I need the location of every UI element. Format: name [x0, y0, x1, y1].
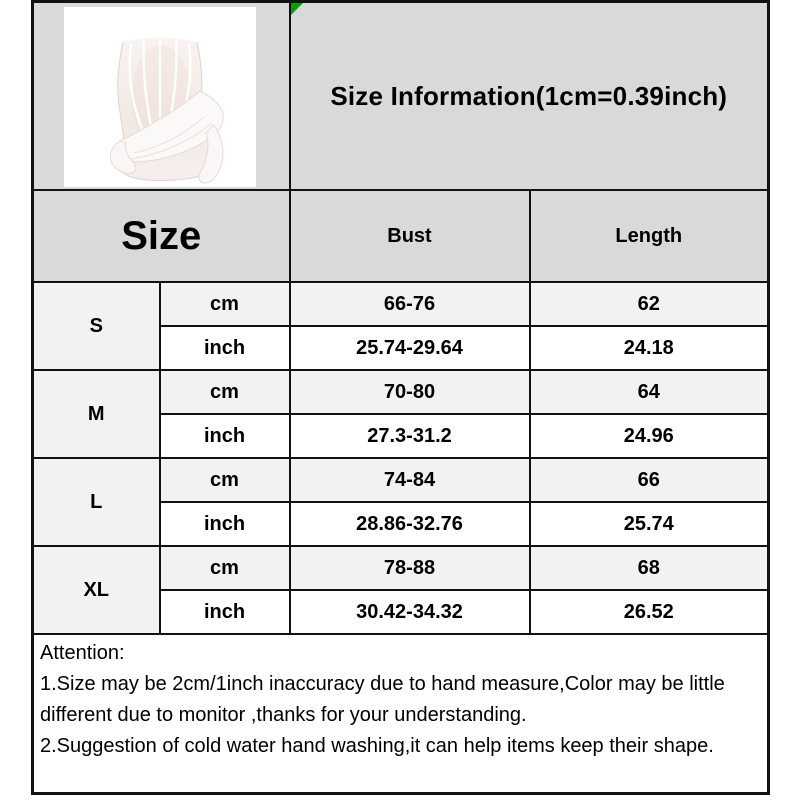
table-row: [33, 546, 769, 590]
bust-value: 66-76: [290, 282, 530, 326]
length-value: 62: [530, 282, 769, 326]
size-label: L: [33, 458, 160, 546]
title-cell: [290, 2, 769, 191]
unit-label: inch: [160, 590, 290, 634]
unit-label: cm: [160, 370, 290, 414]
size-label: M: [33, 370, 160, 458]
length-value: 26.52: [530, 590, 769, 634]
page-title: Size Information(1cm=0.39inch): [330, 80, 728, 111]
unit-label: inch: [160, 414, 290, 458]
length-header: Length: [530, 190, 769, 282]
bust-header: Bust: [290, 190, 530, 282]
size-chart-sheet: [31, 0, 770, 795]
unit-label: cm: [160, 282, 290, 326]
bust-value: 30.42-34.32: [290, 590, 530, 634]
size-header: Size: [33, 190, 290, 282]
length-value: 25.74: [530, 502, 769, 546]
length-value: 24.96: [530, 414, 769, 458]
table-row: [33, 370, 769, 414]
table-row: [33, 458, 769, 502]
unit-label: inch: [160, 502, 290, 546]
attention-line: Attention:: [40, 642, 125, 664]
unit-label: cm: [160, 458, 290, 502]
bust-value: 74-84: [290, 458, 530, 502]
bust-value: 25.74-29.64: [290, 326, 530, 370]
attention-note: [33, 634, 769, 794]
length-value: 64: [530, 370, 769, 414]
green-triangle-icon: [291, 3, 303, 15]
length-value: 66: [530, 458, 769, 502]
attention-line: 2.Suggestion of cold water hand washing,it can help items keep their shape.: [40, 735, 714, 757]
product-photo: [64, 7, 256, 187]
product-photo-cell: [33, 2, 290, 191]
bust-value: 28.86-32.76: [290, 502, 530, 546]
size-label: XL: [33, 546, 160, 634]
table-row: [33, 282, 769, 326]
bust-value: 78-88: [290, 546, 530, 590]
unit-label: inch: [160, 326, 290, 370]
unit-label: cm: [160, 546, 290, 590]
dress-image: [64, 7, 256, 187]
size-chart-table: [31, 0, 770, 795]
attention-line: 1.Size may be 2cm/1inch inaccuracy due to hand measure,Color may be little: [40, 673, 725, 695]
size-label: S: [33, 282, 160, 370]
length-value: 68: [530, 546, 769, 590]
attention-line: different due to monitor ,thanks for your understanding.: [40, 704, 527, 726]
length-value: 24.18: [530, 326, 769, 370]
bust-value: 70-80: [290, 370, 530, 414]
bust-value: 27.3-31.2: [290, 414, 530, 458]
